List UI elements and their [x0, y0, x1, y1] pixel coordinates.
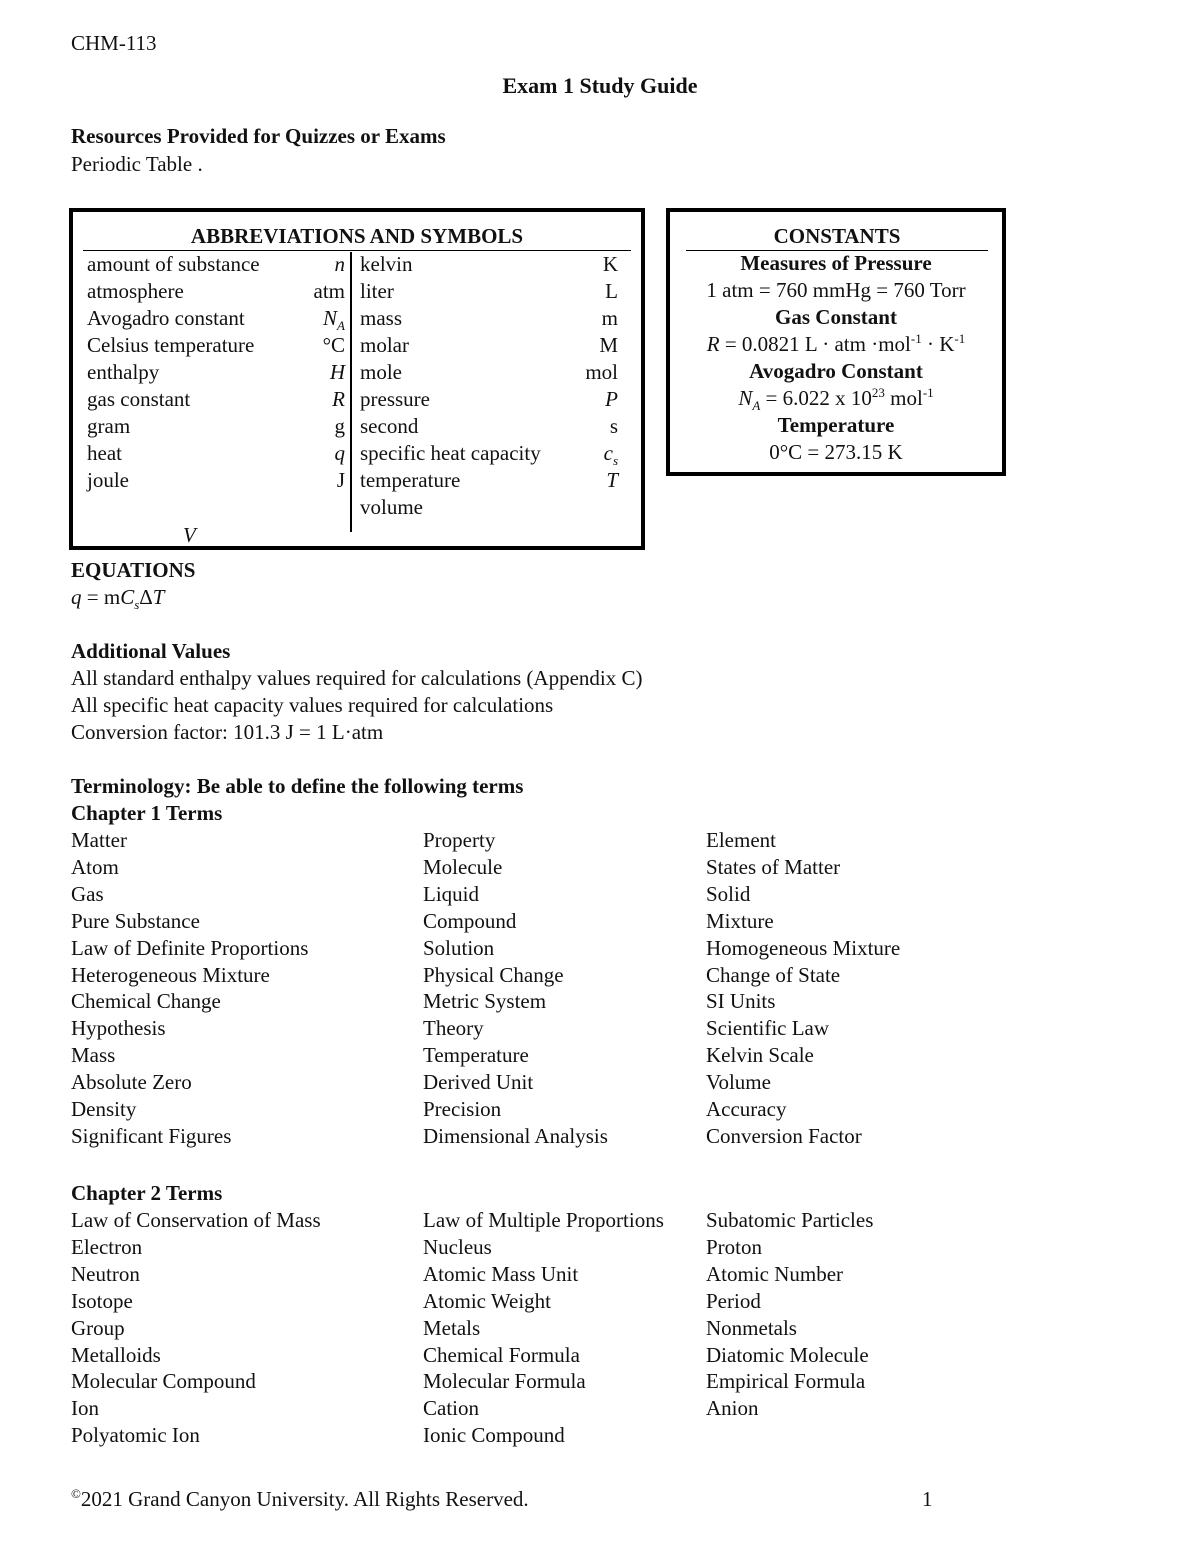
abbreviation-symbol: s [609, 414, 618, 438]
additional-value-line: All standard enthalpy values required for calculations (Appendix C) [71, 666, 643, 690]
abbreviation-symbol: q [334, 441, 345, 465]
course-code: CHM-113 [71, 31, 157, 55]
abbreviation-term: volume [360, 495, 423, 519]
abbreviation-symbol: g [334, 414, 345, 438]
gas-constant-value: R = 0.0821 L · atm $\cdot mol^{-1} \cdot K^{-1}$ [706, 331, 966, 356]
term-item: SI Units [706, 989, 776, 1014]
abbreviation-term: liter [360, 279, 394, 303]
abbreviation-symbol: n [334, 252, 345, 276]
abbreviation-row [360, 386, 618, 413]
term-item: Chemical Formula [423, 1342, 580, 1367]
abbreviation-row [360, 413, 618, 440]
term-item: Pure Substance [71, 908, 200, 933]
term-item: Nonmetals [706, 1315, 797, 1340]
chapter2-heading: Chapter 2 Terms [71, 1181, 223, 1205]
abbreviation-row [87, 305, 345, 332]
abbreviation-term: temperature [360, 468, 461, 492]
abbreviation-symbol: mol [585, 360, 618, 384]
avogadro-heading: Avogadro Constant [749, 359, 923, 383]
term-item: Mixture [706, 908, 774, 933]
abbreviation-term: heat [87, 441, 122, 465]
term-item: Mass [71, 1043, 116, 1068]
term-item: Ion [71, 1396, 99, 1421]
term-item: Density [71, 1097, 137, 1121]
abbreviation-term: atmosphere [87, 279, 184, 303]
term-item: Atomic Weight [423, 1288, 551, 1313]
term-item: Element [706, 828, 776, 852]
term-item: Significant Figures [71, 1123, 232, 1148]
term-item: Proton [706, 1234, 763, 1259]
abbreviation-row [360, 494, 618, 521]
page-number: 1 [922, 1487, 933, 1511]
term-item: Chemical Change [71, 989, 221, 1014]
term-item: States of Matter [706, 854, 841, 879]
term-item: Temperature [423, 1043, 529, 1068]
term-item: Cation [423, 1396, 479, 1421]
abbreviation-row [360, 251, 618, 278]
term-item: Heterogeneous Mixture [71, 962, 270, 987]
term-item: Law of Definite Proportions [71, 935, 309, 960]
abbreviation-row [87, 251, 345, 278]
abbreviation-row [360, 305, 618, 332]
abbreviation-term: pressure [360, 387, 430, 411]
abbreviation-row [360, 467, 618, 494]
temperature-value: 0°C = 273.15 K [769, 440, 903, 464]
term-item: Isotope [71, 1288, 133, 1313]
abbreviation-symbol: L [605, 279, 618, 303]
abbreviation-term: mass [360, 306, 402, 330]
term-item: Group [71, 1315, 125, 1340]
gas-constant-heading: Gas Constant [775, 305, 897, 329]
abbreviation-term: molar [360, 333, 409, 357]
term-item: Property [423, 828, 496, 852]
abbreviation-symbol: atm [313, 279, 345, 303]
abbreviation-row [87, 332, 345, 359]
additional-value-line: Conversion factor: 101.3 J = 1 L·atm [71, 720, 384, 744]
abbreviation-term: specific heat capacity [360, 441, 541, 465]
pressure-heading: Measures of Pressure [740, 251, 932, 275]
abbreviations-box [69, 208, 645, 550]
term-item: Volume [706, 1070, 771, 1095]
term-item: Solution [423, 935, 495, 960]
abbreviation-term: second [360, 414, 419, 438]
resources-heading: Resources Provided for Quizzes or Exams [71, 124, 446, 148]
equations-heading: EQUATIONS [71, 558, 196, 582]
abbreviation-row [87, 359, 345, 386]
abbreviation-row [87, 413, 345, 440]
term-item: Precision [423, 1097, 502, 1121]
term-item: Atomic Mass Unit [423, 1261, 579, 1286]
term-item: Compound [423, 908, 517, 933]
abbreviation-symbol: K [602, 252, 618, 276]
term-item: Law of Conservation of Mass [71, 1208, 321, 1232]
abbreviation-term: kelvin [360, 252, 413, 276]
term-item: Physical Change [423, 962, 564, 987]
term-item: Hypothesis [71, 1016, 166, 1041]
term-item: Liquid [423, 881, 479, 906]
resources-item: Periodic Table . [71, 152, 203, 176]
abbreviation-symbol: $N_A$ [323, 306, 345, 334]
abbreviation-symbol: R [332, 387, 345, 411]
abbreviations-divider [350, 252, 352, 532]
abbreviation-row [87, 467, 345, 494]
abbreviation-row [87, 440, 345, 467]
abbreviation-term: enthalpy [87, 360, 160, 384]
term-item: Accuracy [706, 1097, 787, 1121]
abbreviation-symbol: M [599, 333, 618, 357]
constants-title: CONSTANTS [686, 223, 988, 251]
terminology-heading: Terminology: Be able to define the following terms [71, 774, 524, 798]
term-item: Subatomic Particles [706, 1208, 874, 1232]
term-item: Period [706, 1288, 761, 1313]
abbreviation-symbol: m [601, 306, 618, 330]
abbreviation-row [360, 278, 618, 305]
term-item: Derived Unit [423, 1070, 534, 1095]
term-item: Neutron [71, 1261, 140, 1286]
term-item: Absolute Zero [71, 1070, 192, 1095]
equation-heat: $q = mC_s\Delta T$ [71, 585, 165, 613]
abbreviation-stray-symbol: V [183, 523, 196, 547]
avogadro-value: $N_A = 6.022$ x $10^{23}$ mol$^{-1}$ [738, 385, 934, 414]
abbreviations-title: ABBREVIATIONS AND SYMBOLS [83, 223, 631, 251]
term-item: Metric System [423, 989, 547, 1014]
term-item: Kelvin Scale [706, 1043, 814, 1068]
term-item: Scientific Law [706, 1016, 830, 1041]
term-item: Molecule [423, 854, 503, 879]
additional-value-line: All specific heat capacity values required for calculations [71, 693, 554, 717]
term-item: Electron [71, 1234, 143, 1259]
term-item: Gas [71, 881, 104, 906]
term-item: Law of Multiple Proportions [423, 1208, 664, 1232]
term-item: Molecular Compound [71, 1369, 256, 1394]
term-item: Anion [706, 1396, 759, 1421]
abbreviation-symbol: $c_s$ [603, 441, 618, 469]
term-item: Atom [71, 854, 119, 879]
term-item: Dimensional Analysis [423, 1123, 608, 1148]
abbreviation-row [87, 386, 345, 413]
term-item: Matter [71, 828, 127, 852]
abbreviation-symbol: T [606, 468, 618, 492]
abbreviation-row [360, 332, 618, 359]
abbreviation-symbol: H [329, 360, 345, 384]
abbreviation-term: mole [360, 360, 402, 384]
term-item: Diatomic Molecule [706, 1342, 869, 1367]
constants-box [666, 208, 1006, 476]
term-item: Conversion Factor [706, 1123, 862, 1148]
term-item: Metalloids [71, 1342, 161, 1367]
term-item: Empirical Formula [706, 1369, 866, 1394]
abbreviation-row [360, 359, 618, 386]
term-item: Molecular Formula [423, 1369, 586, 1394]
abbreviation-term: amount of substance [87, 252, 260, 276]
abbreviation-symbol: J [336, 468, 345, 492]
chapter1-heading: Chapter 1 Terms [71, 801, 223, 825]
abbreviation-row [87, 278, 345, 305]
abbreviation-row [360, 440, 618, 467]
temperature-heading: Temperature [777, 413, 895, 437]
term-item: Homogeneous Mixture [706, 935, 901, 960]
abbreviation-term: Celsius temperature [87, 333, 255, 357]
abbreviation-term: gas constant [87, 387, 191, 411]
term-item: Change of State [706, 962, 841, 987]
abbreviation-term: joule [87, 468, 129, 492]
page-title: Exam 1 Study Guide [502, 73, 698, 98]
abbreviation-symbol: P [605, 387, 618, 411]
abbreviation-term: gram [87, 414, 131, 438]
copyright-mark: © [71, 1486, 81, 1501]
term-item: Nucleus [423, 1234, 492, 1259]
term-item: Theory [423, 1016, 484, 1041]
term-item: Metals [423, 1315, 481, 1340]
term-item: Solid [706, 881, 751, 906]
abbreviation-symbol: °C [322, 333, 345, 357]
term-item: Atomic Number [706, 1261, 844, 1286]
pressure-value: 1 atm = 760 mmHg = 760 Torr [706, 278, 966, 302]
footer-copyright: ©2021 Grand Canyon University. All Rights Reserved. [71, 1486, 529, 1511]
term-item: Polyatomic Ion [71, 1423, 200, 1448]
additional-values-heading: Additional Values [71, 639, 231, 663]
term-item: Ionic Compound [423, 1423, 565, 1448]
abbreviation-term: Avogadro constant [87, 306, 245, 330]
